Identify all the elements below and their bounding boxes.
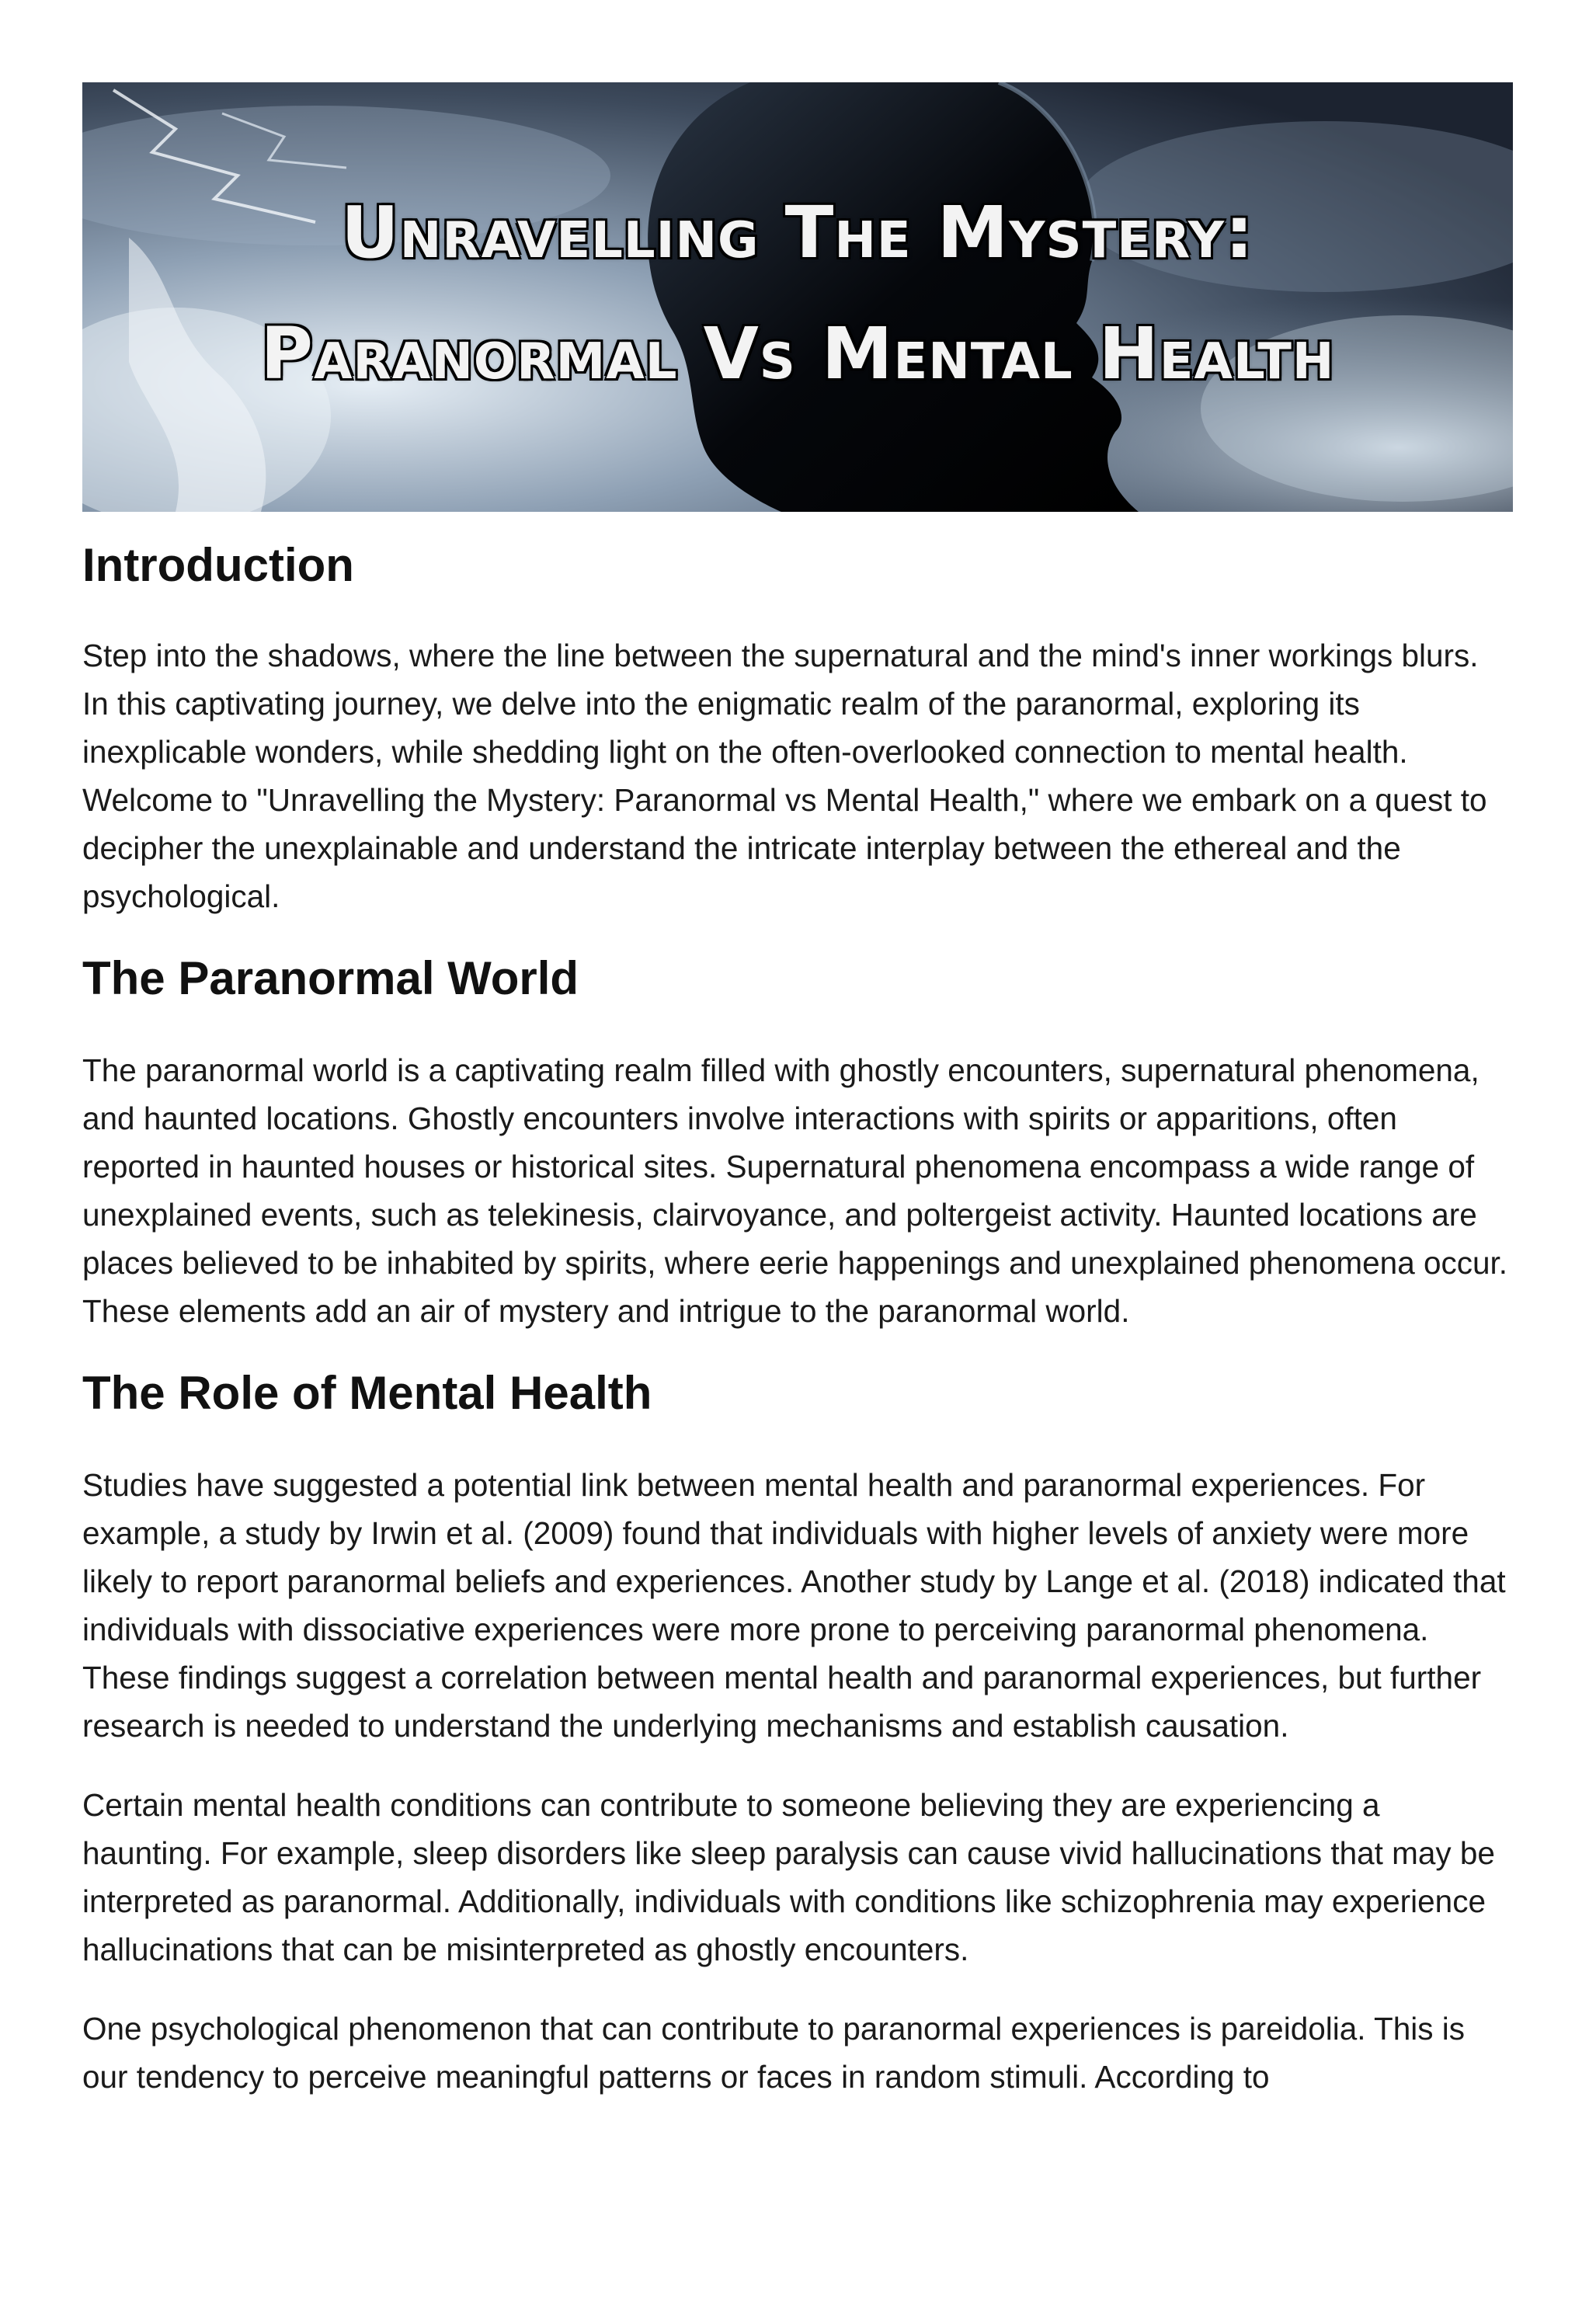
paranormal-world-heading: The Paranormal World [82,952,579,1004]
banner-title-line-2: Paranormal Vs Mental Health [260,312,1335,395]
mental-health-heading: The Role of Mental Health [82,1367,652,1419]
introduction-paragraph: Step into the shadows, where the line between the supernatural and the mind's inner workings blurs. In this captivating journey, we delve into the enigmatic realm of the paranormal, exploring its inexplicable wonders, while shedding light on the often-overlooked connection to mental health. Welcome to "Unravelling the Mystery: Paranormal vs Mental Health," where we embark on a quest to decipher the unexplainable and understand the intricate interplay between the ethereal and the psychological. [82,638,1487,914]
mental-health-paragraph-3: One psychological phenomenon that can contribute to paranormal experiences is pareidolia. This is our tendency to perceive meaningful patterns or faces in random stimuli. According to [82,2011,1466,2095]
hero-banner [82,82,1513,512]
stormy-sky-head-illustration [82,82,1513,512]
paranormal-world-paragraph: The paranormal world is a captivating realm filled with ghostly encounters, supernatural phenomena, and haunted locations. Ghostly encounters involve interactions with spirits or apparitions, often reported in haunted houses or historical sites. Supernatural phenomena encompass a wide range of unexplained events, such as telekinesis, clairvoyance, and poltergeist activity. Haunted locations are places believed to be inhabited by spirits, where eerie happenings and unexplained phenomena occur. These elements add an air of mystery and intrigue to the paranormal world. [82,1052,1508,1329]
article [82,82,1513,2101]
mental-health-paragraph-2: Certain mental health conditions can contribute to someone believing they are experiencing a haunting. For example, sleep disorders like sleep paralysis can cause vivid hallucinations that may be interpreted as paranormal. Additionally, individuals with conditions like schizophrenia may experience hallucinations that can be misinterpreted as ghostly encounters. [82,1787,1495,1967]
introduction-heading: Introduction [82,539,354,591]
mental-health-paragraph-1: Studies have suggested a potential link between mental health and paranormal experiences. For example, a study by Irwin et al. (2009) found that individuals with higher levels of anxiety were more likely to report paranormal beliefs and experiences. Another study by Lange et al. (2018) indicated that individuals with dissociative experiences were more prone to perceiving paranormal phenomena. These findings suggest a correlation between mental health and paranormal experiences, but further research is needed to understand the underlying mechanisms and establish causation. [82,1467,1506,1744]
banner-title-line-1: Unravelling The Mystery: [341,191,1254,274]
